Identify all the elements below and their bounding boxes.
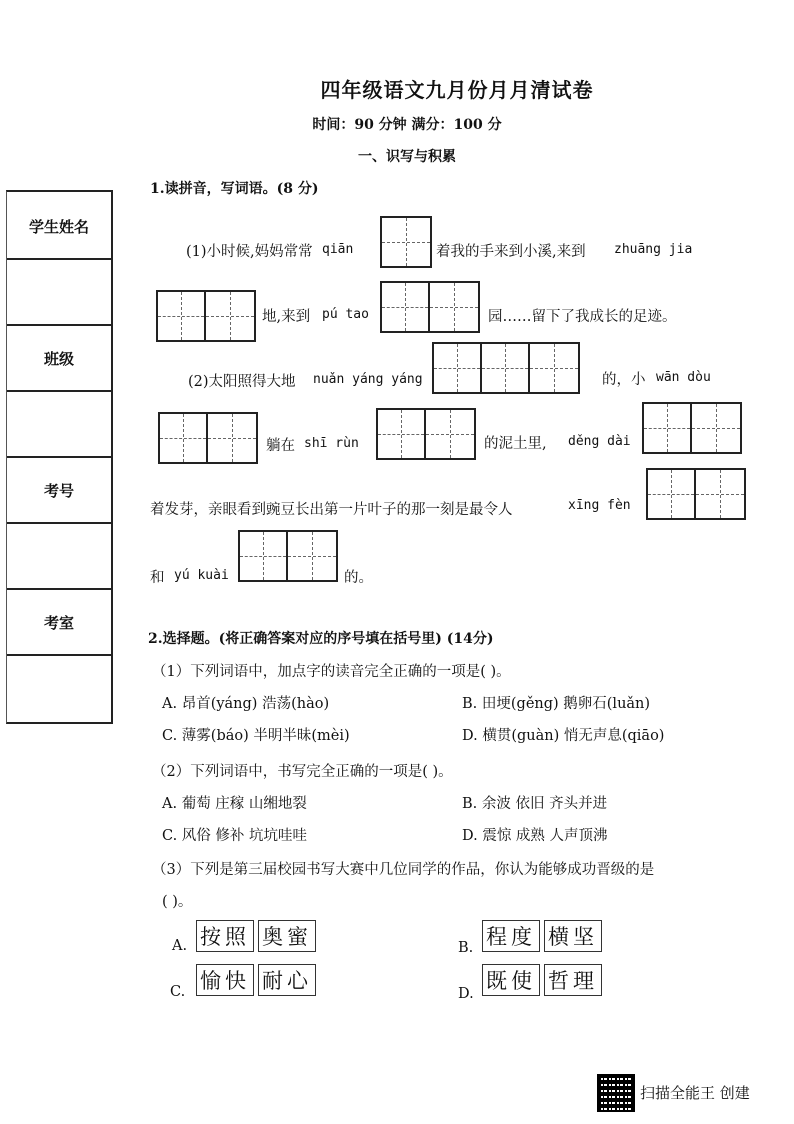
q1-text: 的泥土里,: [484, 436, 547, 452]
table-divider: [7, 324, 111, 326]
answer-grid-7[interactable]: [642, 402, 742, 454]
pinyin: qiān: [322, 242, 354, 257]
label-exam-room: 考室: [43, 614, 74, 632]
section-heading: 一、识写与积累: [358, 149, 456, 165]
answer-grid-9[interactable]: [238, 530, 338, 582]
calligraphy-word: 横坚: [544, 920, 602, 952]
pinyin: nuǎn yáng yáng: [313, 372, 423, 387]
pinyin: xīng fèn: [568, 498, 631, 513]
calligraphy-word: 哲理: [544, 964, 602, 996]
calligraphy-word: 愉快: [196, 964, 254, 996]
q2-sub2-option-b: B. 余波 依旧 齐头并进: [462, 796, 608, 812]
pinyin: wān dòu: [656, 370, 711, 385]
calligraphy-word: 按照: [196, 920, 254, 952]
q2-sub1: （1）下列词语中，加点字的读音完全正确的一项是( )。: [152, 664, 511, 680]
pinyin: zhuāng jia: [614, 242, 693, 257]
q1-text: (1)小时候,妈妈常常: [186, 244, 313, 260]
option-c-label: C.: [170, 984, 186, 1000]
calligraphy-option-a: [196, 920, 316, 952]
answer-grid-6[interactable]: [376, 408, 476, 460]
calligraphy-word: 耐心: [258, 964, 316, 996]
calligraphy-option-c: [196, 964, 316, 996]
option-b-label: B.: [458, 940, 474, 956]
q2-sub2-option-d: D. 震惊 成熟 人声顶沸: [462, 828, 608, 844]
q2-sub2: （2）下列词语中，书写完全正确的一项是( )。: [152, 764, 453, 780]
answer-grid-5[interactable]: [158, 412, 258, 464]
table-divider: [7, 654, 111, 656]
qr-code-icon: [597, 1074, 635, 1112]
table-divider: [7, 390, 111, 392]
student-info-table: [6, 190, 113, 724]
pinyin: pú tao: [322, 307, 369, 322]
q1-text: 着我的手来到小溪,来到: [436, 244, 586, 260]
q1-text: (2)太阳照得大地: [188, 374, 296, 390]
table-divider: [7, 588, 111, 590]
calligraphy-option-d: [482, 964, 602, 996]
answer-grid-2[interactable]: [156, 290, 256, 342]
q2-sub2-option-c: C. 风俗 修补 坑坑哇哇: [162, 828, 308, 844]
answer-grid-1[interactable]: [380, 216, 432, 268]
pinyin: shī rùn: [304, 436, 359, 451]
q1-text: 躺在: [266, 438, 295, 454]
page-title: 四年级语文九月份月月清试卷: [320, 78, 594, 102]
answer-grid-3[interactable]: [380, 281, 480, 333]
q1-text: 地,来到: [262, 309, 311, 325]
q1-text: 园……留下了我成长的足迹。: [488, 309, 677, 325]
calligraphy-word: 奥蜜: [258, 920, 316, 952]
q2-sub3-answer-blank: ( )。: [162, 894, 193, 910]
q2-sub1-option-c: C. 薄雾(báo) 半明半昧(mèi): [162, 728, 350, 744]
calligraphy-word: 程度: [482, 920, 540, 952]
q2-sub2-option-a: A. 葡萄 庄稼 山缃地裂: [162, 796, 307, 812]
scanner-watermark: 扫描全能王 创建: [640, 1084, 750, 1102]
calligraphy-option-b: [482, 920, 602, 952]
q1-text: 着发芽，亲眼看到豌豆长出第一片叶子的那一刻是最令人: [150, 502, 513, 518]
exam-meta: 时间：90 分钟 满分：100 分: [312, 117, 502, 133]
pinyin: děng dài: [568, 434, 631, 449]
q2-sub1-option-a: A. 昂首(yáng) 浩荡(hào): [162, 696, 330, 712]
label-exam-number: 考号: [43, 482, 74, 500]
pinyin: yú kuài: [174, 568, 229, 583]
q2-sub1-option-b: B. 田埂(gěng) 鹅卵石(luǎn): [462, 696, 651, 712]
q1-text: 的。: [344, 570, 373, 586]
answer-grid-4[interactable]: [432, 342, 580, 394]
table-divider: [7, 522, 111, 524]
table-divider: [7, 258, 111, 260]
q1-heading: 1.读拼音，写词语。(8 分): [150, 181, 319, 197]
q1-text: 和: [150, 570, 165, 586]
answer-grid-8[interactable]: [646, 468, 746, 520]
q2-sub1-option-d: D. 横贯(guàn) 悄无声息(qiāo): [462, 728, 665, 744]
calligraphy-word: 既使: [482, 964, 540, 996]
label-class: 班级: [43, 350, 74, 368]
q2-heading: 2.选择题。(将正确答案对应的序号填在括号里) (14分): [148, 631, 494, 647]
q1-text: 的，小: [602, 372, 646, 388]
q2-sub3: （3）下列是第三届校园书写大赛中几位同学的作品，你认为能够成功晋级的是: [152, 862, 655, 878]
table-divider: [7, 456, 111, 458]
option-d-label: D.: [458, 986, 474, 1002]
label-student-name: 学生姓名: [28, 218, 89, 236]
option-a-label: A.: [172, 938, 188, 954]
